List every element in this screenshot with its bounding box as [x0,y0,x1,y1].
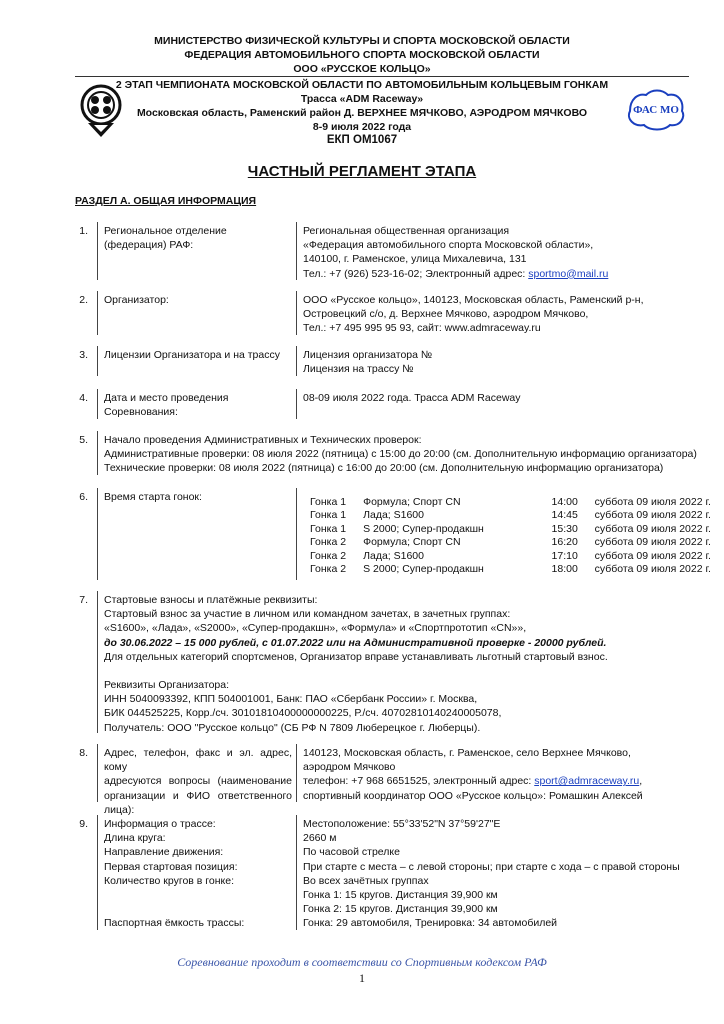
schedule-time: 17:10 [551,549,578,562]
event-track: Трасса «ADM Raceway» [300,93,424,105]
schedule-date: суббота 09 июля 2022 г. [594,549,711,562]
schedule-class: Лада; S1600 [363,509,424,522]
item-8-value: 140123, Московская область, г. Раменское, село Верхнее Мячково, аэродром Мячково телефон: +7 968 6651525, электронный адрес: sport@admraceway.ru, спортивный координатор ООО «Русское кольцо»: Ромашкин Алексей [303,747,643,802]
item-2-number: 2. [79,294,88,306]
header-divider [75,76,689,77]
header-company: ООО «РУССКОЕ КОЛЬЦО» [293,63,431,75]
schedule-race: Гонка 1 [310,509,347,522]
item-4-rule [97,389,98,419]
item-8-rule [97,744,98,802]
fee-deadline-line: до 30.06.2022 – 15 000 рублей, с 01.07.2022 или на Административной проверке - 20000 рублей. [104,636,607,649]
item-3-value: Лицензия организатора № Лицензия на трассу № [303,349,433,376]
schedule-date: суббота 09 июля 2022 г. [594,496,711,508]
item-1-value: Региональная общественная организация «Федерация автомобильного спорта Московской области», 140100, г. Раменское, улица Михалевича, 131 Тел.: +7 (926) 523-16-02; Электронный адрес: sportmo@mail.ru [303,225,609,280]
schedule-race: Гонка 1 [310,496,347,508]
schedule-row [310,509,724,522]
event-title: 2 ЭТАП ЧЕМПИОНАТА МОСКОВСКОЙ ОБЛАСТИ ПО АВТОМОБИЛЬНЫМ КОЛЬЦЕВЫМ ГОНКАМ [115,79,609,91]
federation-email-link[interactable]: sportmo@mail.ru [528,267,609,280]
race-schedule-table [310,496,724,576]
item-1-label: Региональное отделение (федерация) РАФ: [104,225,227,252]
item-3-number: 3. [79,349,88,361]
section-a-title: РАЗДЕЛ А. ОБЩАЯ ИНФОРМАЦИЯ [75,195,257,207]
event-location: Московская область, Раменский район Д. ВЕРХНЕЕ МЯЧКОВО, АЭРОДРОМ МЯЧКОВО [136,107,588,119]
item-7-text: Стартовые взносы и платёжные реквизиты: Стартовый взнос за участие в личном или командном зачетах, в зачетных группах: «S1600», «Лада», «S2000», «Супер-продакшн», «Формула» и «Спортпрототип «CN»», до 30.06.2022 – 15 000 рублей, с 01.07.2022 или на Административной проверке - 20000 рублей. Для отдельных категорий спортсменов, Организатор вправе устанавливать льготный стартовый взнос. Реквизиты Организатора: ИНН 5040093392, КПП 504001001, Банк: ПАО «Сбербанк России» г. Москва, БИК 044525225, Корр./сч. 30101810400000000225, Р./сч. 40702810140240005078, Получатель: ООО "Русское кольцо" (СБ РФ N 7809 Люберецкое г. Люберцы). [104,594,608,734]
schedule-race: Гонка 2 [310,549,347,562]
track-info-label: Паспортная ёмкость трассы: [104,917,245,930]
item-2-value: ООО «Русское кольцо», 140123, Московская область, Раменский р-н, Островецкий с/о, д. Верхнее Мячково, аэродром Мячково, Тел.: +7 495 995 95 93, сайт: www.admraceway.ru [303,294,644,335]
track-info-value: Местоположение: 55°33'52"N 37°59'27"E [303,818,501,830]
track-info-value: При старте с места – с левой стороны; при старте с хода – с правой стороны [303,860,680,873]
item-1-value-rule [296,222,297,280]
header-federation: ФЕДЕРАЦИЯ АВТОМОБИЛЬНОГО СПОРТА МОСКОВСКОЙ ОБЛАСТИ [184,49,540,61]
schedule-class: Формула; Спорт CN [363,536,461,549]
schedule-date: суббота 09 июля 2022 г. [594,563,711,576]
item-9-labels [104,817,244,931]
item-6-value-rule [296,488,297,580]
item-8-value-rule [296,744,297,802]
schedule-date: суббота 09 июля 2022 г. [594,522,711,535]
schedule-date: суббота 09 июля 2022 г. [594,509,711,522]
track-info-value: Гонка 1: 15 кругов. Дистанция 39,900 км [303,888,498,901]
item-7-rule [97,591,98,733]
track-info-label [104,888,244,902]
item-4-number: 4. [79,392,88,404]
item-1-rule [97,222,98,280]
item-6-rule [97,488,98,580]
schedule-class: Формула; Спорт CN [363,496,461,508]
item-2-value-rule [296,291,297,335]
item-8-number: 8. [79,747,88,759]
track-info-value: По часовой стрелке [303,846,400,859]
item-2-rule [97,291,98,335]
fas-mo-logo-text: ФАС МО [633,104,679,116]
track-info-value: 2660 м [303,832,337,845]
russian-ring-logo [78,83,124,139]
schedule-race: Гонка 2 [310,536,347,549]
track-info-label: Первая стартовая позиция: [104,860,238,873]
organizer-email-link[interactable]: sport@admraceway.ru [534,775,640,788]
item-9-number: 9. [79,818,88,830]
schedule-date: суббота 09 июля 2022 г. [594,536,711,549]
item-5-number: 5. [79,434,88,446]
ekp-code: ЕКП ОМ1067 [326,134,398,146]
item-5-text: Начало проведения Административных и Технических проверок: Административные проверки: 08 июля 2022 (пятница) с 15:00 до 20:00 (см. Дополнительную информацию организатора) Технические проверки: 08 июля 2022 (пятница) с 16:00 до 20:00 (см. Дополнительную информацию организатора) [104,434,697,475]
event-dates: 8-9 июля 2022 года [312,121,412,133]
track-info-value: Во всех зачётных группах [303,874,429,887]
schedule-class: S 2000; Супер-продакшн [363,563,484,576]
item-8-label: Адрес, телефон, факс и эл. адрес, кому адресуются вопросы (наименование организации и ФИО ответственного лица): [104,747,292,816]
schedule-row [310,550,724,563]
track-info-label: Количество кругов в гонке: [104,874,235,887]
item-3-value-rule [296,346,297,376]
item-4-label: Дата и место проведения Соревнования: [104,392,229,419]
fas-mo-logo [624,87,688,133]
item-9-value-rule [296,815,297,930]
item-6-label: Время старта гонок: [104,491,202,503]
item-3-rule [97,346,98,376]
schedule-time: 18:00 [551,563,578,576]
schedule-row [310,563,724,576]
schedule-class: S 2000; Супер-продакшн [363,522,484,535]
item-6-number: 6. [79,491,88,503]
track-info-label: Информация о трассе: [104,818,216,830]
track-info-label: Направление движения: [104,846,224,859]
header-ministry: МИНИСТЕРСТВО ФИЗИЧЕСКОЙ КУЛЬТУРЫ И СПОРТА МОСКОВСКОЙ ОБЛАСТИ [154,35,570,47]
track-info-label [104,902,244,916]
schedule-race: Гонка 1 [310,522,347,535]
schedule-time: 14:00 [551,496,578,508]
item-1-number: 1. [79,225,88,237]
schedule-time: 14:45 [551,509,578,522]
item-3-label: Лицензии Организатора и на трассу [104,349,280,361]
footer-note: Соревнование проходит в соответствии со Спортивным кодексом РАФ [177,955,547,969]
schedule-row [310,523,724,536]
item-2-label: Организатор: [104,294,169,306]
track-info-label: Длина круга: [104,832,166,845]
track-info-value: Гонка 2: 15 кругов. Дистанция 39,900 км [303,903,498,916]
item-7-number: 7. [79,594,88,606]
page-number: 1 [359,971,365,985]
schedule-time: 15:30 [551,522,578,535]
schedule-class: Лада; S1600 [363,549,424,562]
schedule-race: Гонка 2 [310,563,347,576]
item-9-values [303,817,680,931]
schedule-time: 16:20 [551,536,578,549]
schedule-row [310,536,724,549]
item-4-value: 08-09 июля 2022 года. Трасса ADM Raceway [303,392,521,404]
item-9-rule [97,815,98,930]
item-5-rule [97,431,98,475]
schedule-row [310,496,724,509]
item-4-value-rule [296,389,297,419]
track-info-value: Гонка: 29 автомобиля, Тренировка: 34 автомобилей [303,917,558,930]
document-title: ЧАСТНЫЙ РЕГЛАМЕНТ ЭТАПА [247,163,477,180]
